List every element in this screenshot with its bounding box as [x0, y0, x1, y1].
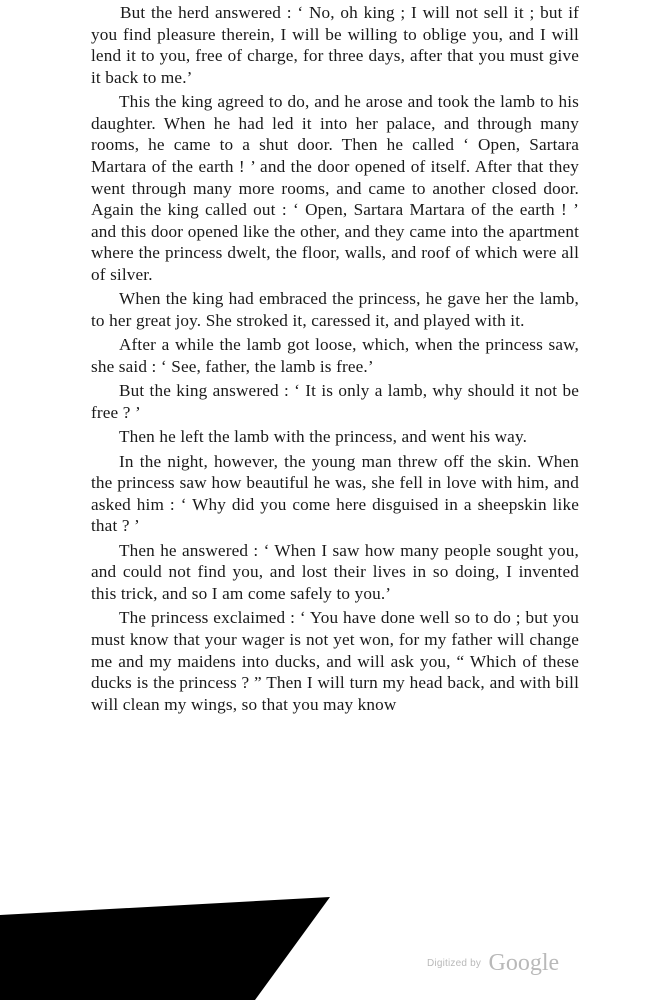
paragraph-3: When the king had embraced the princess, he gave her the lamb, to her great joy. She stroked it, caressed it, and played with it. — [91, 289, 579, 330]
paragraph-2: This the king agreed to do, and he arose and took the lamb to his daughter. When he had led it into her palace, and through many rooms, he came to a shut door. Then he called ‘ Open, Sartara Martara of the earth ! ’ and the door opened of itself. After that they went through many more rooms, and came to another closed door. Again the king called out : ‘ Open, Sartara Martara of the earth ! ’ and this door opened like the other, and they came into the apartment where the princess dwelt, the floor, walls, and roof of which were all of silver. — [91, 92, 579, 284]
page-text — [91, 2, 579, 718]
paragraph-5: But the king answered : ‘ It is only a lamb, why should it not be free ? ’ — [91, 381, 579, 422]
watermark-prefix: Digitized by — [427, 958, 482, 969]
scan-artifact-polygon — [0, 897, 330, 1000]
paragraph-6: Then he left the lamb with the princess, and went his way. — [119, 427, 528, 447]
paragraph-1: But the herd answered : ‘ No, oh king ; I will not sell it ; but if you find pleasure therein, I will be willing to oblige you, and I will lend it to you, free of charge, for three days, after that you must give it back to me.’ — [91, 3, 579, 87]
google-logo: Google — [488, 950, 560, 976]
scan-artifact-shape — [0, 897, 330, 1000]
paragraph-8: Then he answered : ‘ When I saw how many people sought you, and could not find you, and lost their lives in so doing, I invented this trick, and so I am come safely to you.’ — [91, 540, 579, 604]
paragraph-9: The princess exclaimed : ‘ You have done well so to do ; but you must know that your wager is not yet won, for my father will change me and my maidens into ducks, and will ask you, “ Which of these ducks is the princess ? ” Then I will turn my head back, and with bill will clean my wings, so that you may know — [91, 608, 579, 714]
paragraph-4: After a while the lamb got loose, which, when the princess saw, she said : ‘ See, father, the lamb is free.’ — [91, 335, 579, 376]
digitized-watermark — [427, 950, 559, 977]
paragraph-7: In the night, however, the young man threw off the skin. When the princess saw how beautiful he was, she fell in love with him, and asked him : ‘ Why did you come here disguised in a sheepskin like that ? ’ — [91, 451, 579, 536]
